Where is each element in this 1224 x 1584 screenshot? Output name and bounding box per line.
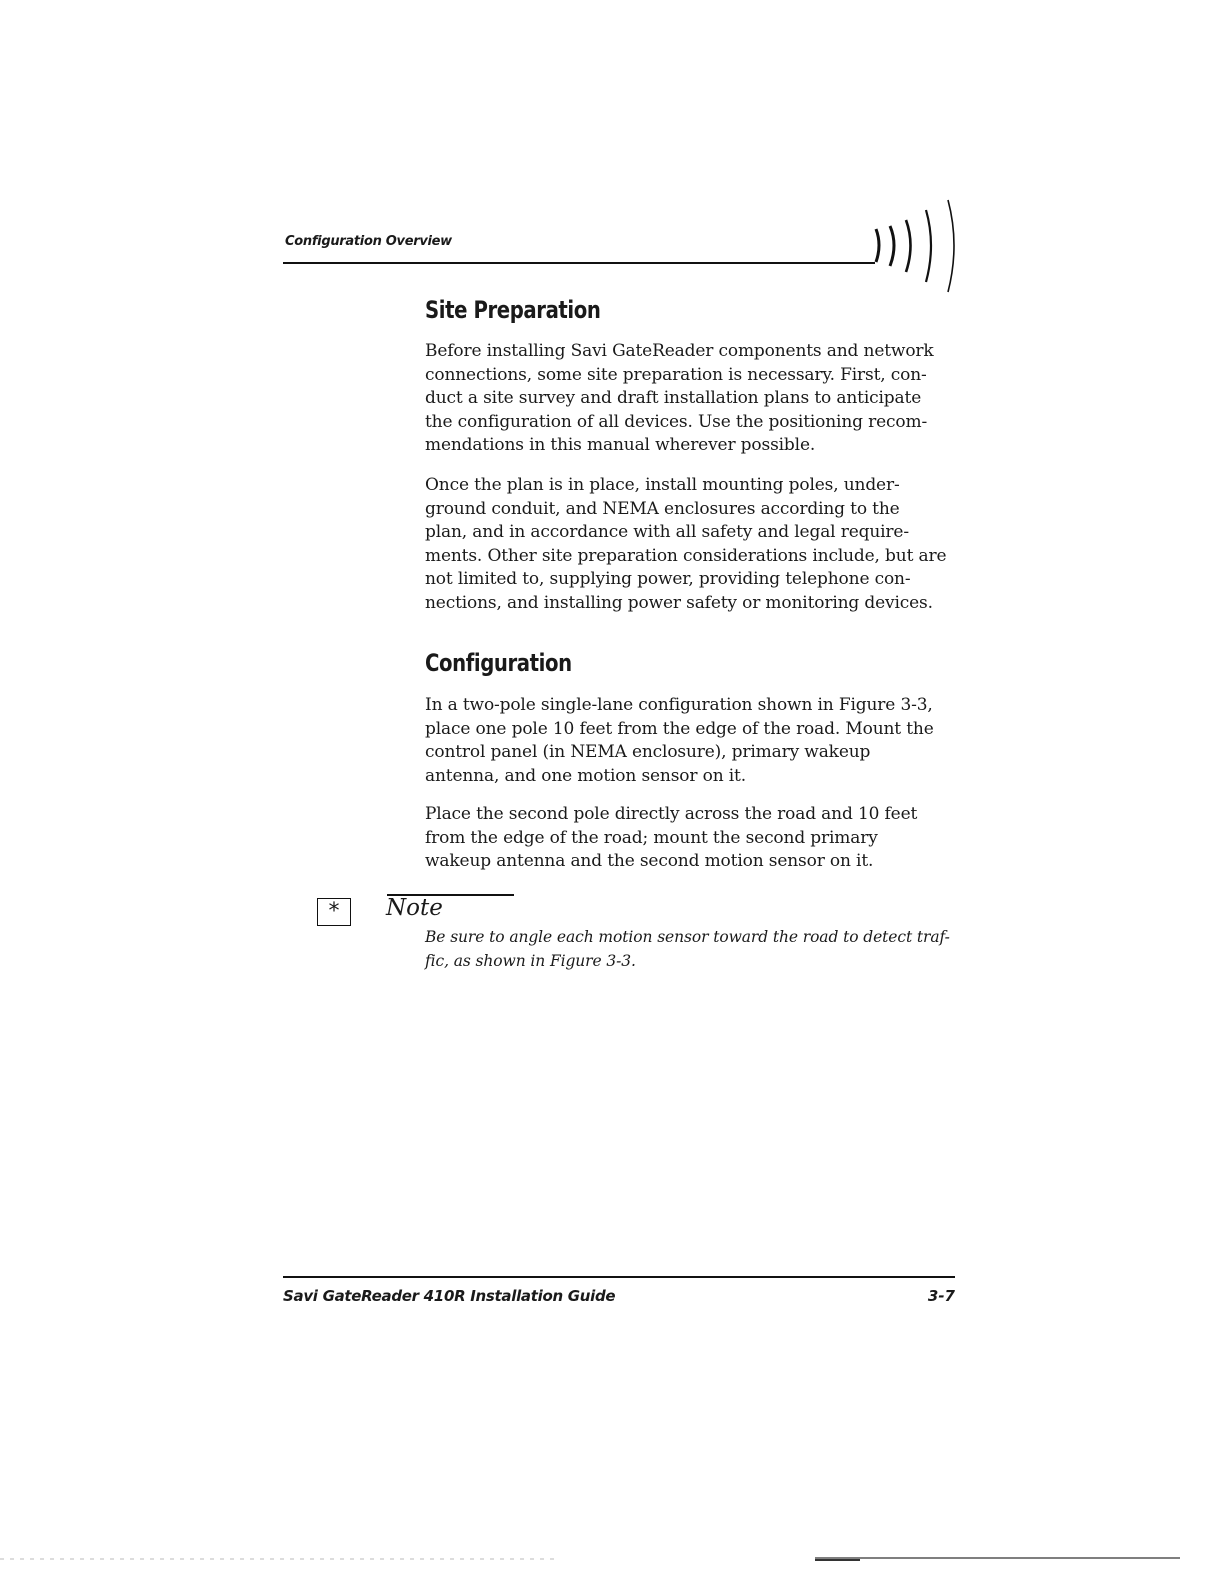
note-text: Be sure to angle each motion sensor toward the road to detect traf- fic, as shown in Figure 3-3. <box>425 928 950 970</box>
scan-artifact <box>0 1548 1224 1564</box>
configuration-body <box>425 694 965 788</box>
configuration-section <box>425 649 965 677</box>
site-preparation-body-2 <box>425 474 965 616</box>
paragraph: Place the second pole directly across the road and 10 feet from the edge of the road; mount the second primary wakeup antenna and the second motion sensor on it. <box>425 804 918 872</box>
paragraph: Once the plan is in place, install mounting poles, under- ground conduit, and NEMA enclosures according to the plan, and in accordance with all safety and legal require- ments. Other site preparation considerations include, but are not limited to, supplying power, providing telephone con- nections, and installing power safety or monitoring devices. <box>425 475 947 613</box>
note-title: Note <box>386 895 443 921</box>
paragraph: Before installing Savi GateReader components and network connections, some site preparation is necessary. First, con- duct a site survey and draft installation plans to anticipate the configuration of all devices. Use the positioning recom- mendations in this manual wherever possible. <box>425 341 934 456</box>
page-number: 3-7 <box>927 1287 955 1305</box>
footer-book-title: Savi GateReader 410R Installation Guide <box>283 1287 616 1305</box>
note-star-icon: * <box>317 898 351 926</box>
site-preparation-body <box>425 340 965 458</box>
header-rule <box>283 262 875 264</box>
radio-waves-icon <box>868 196 978 296</box>
footer-rule <box>283 1276 955 1278</box>
paragraph: In a two-pole single-lane configuration shown in Figure 3-3, place one pole 10 feet from the edge of the road. Mount the control panel (in NEMA enclosure), primary wakeup antenna, and one motion sensor on it. <box>425 695 934 786</box>
running-header: Configuration Overview <box>285 234 452 249</box>
configuration-body-2 <box>425 803 965 874</box>
section-heading: Site Preparation <box>425 296 601 324</box>
site-preparation-section <box>425 296 965 324</box>
section-heading: Configuration <box>425 649 572 677</box>
